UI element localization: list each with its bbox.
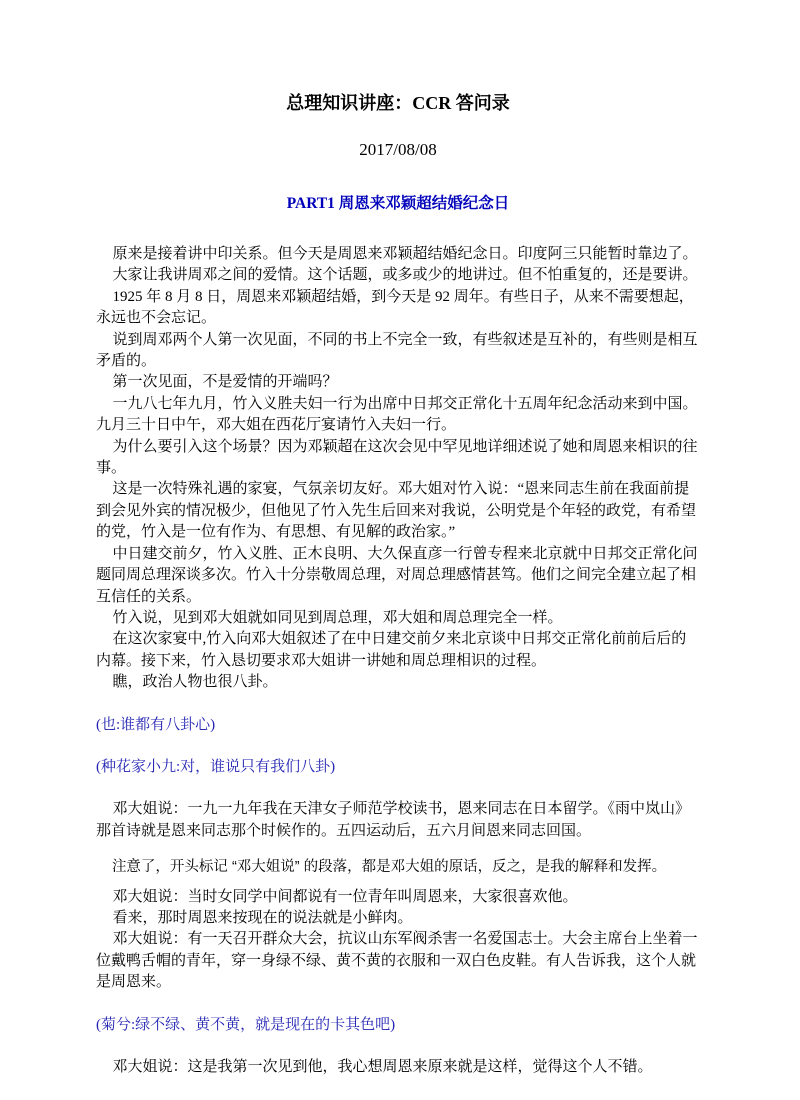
paragraph: 邓大姐说：有一天召开群众大会，抗议山东军阀杀害一名爱国志士。大会主席台上坐着一位戴鸭舌帽的青年，穿一身绿不绿、黄不黄的衣服和一双白色皮鞋。有人告诉我，这个人就是周恩来。 bbox=[96, 931, 698, 991]
document-body bbox=[96, 244, 700, 1078]
paragraph: 为什么要引入这个场景？因为邓颖超在这次会见中罕见地详细述说了她和周恩来相识的往事。 bbox=[96, 438, 698, 477]
paragraph: 说到周邓两个人第一次见面，不同的书上不完全一致，有些叙述是互补的，有些则是相互矛盾的。 bbox=[96, 331, 698, 370]
paragraph: 竹入说，见到邓大姐就如同见到周总理，邓大姐和周总理完全一样。 bbox=[112, 609, 563, 626]
paragraph: 原来是接着讲中印关系。但今天是周恩来邓颖超结婚纪念日。印度阿三只能暂时靠边了。 bbox=[112, 246, 698, 262]
paragraph: 这是一次特殊礼遇的家宴，气氛亲切友好。邓大姐对竹入说：“恩来同志生前在我面前提到会见外宾的情况极少，但他见了竹入先生后回来对我说，公明党是个年轻的政党，有希望的党，竹入是一位有作为、有思想、有见解的政治家。” bbox=[96, 481, 697, 541]
document-title: 总理知识讲座：CCR 答问录 bbox=[286, 93, 510, 113]
paragraph: 大家让我讲周邓之间的爱情。这个话题，或多或少的地讲过。但不怕重复的，还是要讲。 bbox=[112, 267, 698, 284]
document-date: 2017/08/08 bbox=[359, 140, 437, 159]
paragraph: 中日建交前夕，竹入义胜、正木良明、大久保直彦一行曾专程来北京就中日邦交正常化问题同周总理深谈多次。竹入十分崇敬周总理，对周总理感情甚笃。他们之间完全建立起了相互信任的关系。 bbox=[96, 545, 698, 605]
paragraph: 邓大姐说：一九一九年我在天津女子师范学校读书，恩来同志在日本留学。《雨中岚山》那首诗就是恩来同志那个时候作的。五四运动后，五六月间恩来同志回国。 bbox=[96, 801, 691, 839]
paragraph: 瞧，政治人物也很八卦。 bbox=[112, 674, 278, 691]
annotation-comment: (种花家小九:对，谁说只有我们八卦) bbox=[96, 758, 336, 775]
section-heading: PART1 周恩来邓颖超结婚纪念日 bbox=[286, 195, 510, 212]
paragraph: 看来，那时周恩来按现在的说法就是小鲜肉。 bbox=[112, 909, 413, 926]
paragraph: 1925 年 8 月 8 日，周恩来邓颖超结婚，到今天是 92 周年。有些日子，从来不需要想起，永远也不会忘记。 bbox=[96, 288, 694, 327]
author-note: 注意了，开头标记 “邓大姐说” 的段落，都是邓大姐的原话，反之，是我的解释和发挥。 bbox=[111, 859, 667, 876]
paragraph: 一九八七年九月，竹入义胜夫妇一行为出席中日邦交正常化十五周年纪念活动来到中国。九月三十日中午，邓大姐在西花厅宴请竹入夫妇一行。 bbox=[96, 395, 698, 434]
paragraph: 邓大姐说：这是我第一次见到他，我心想周恩来原来就是这样，觉得这个人不错。 bbox=[112, 1059, 653, 1075]
paragraph: 邓大姐说：当时女同学中间都说有一位青年叫周恩来，大家很喜欢他。 bbox=[112, 888, 578, 905]
paragraph: 第一次见面，不是爱情的开端吗？ bbox=[112, 374, 338, 391]
annotation-comment: (也:谁都有八卦心) bbox=[96, 716, 216, 733]
annotation-comment: (菊兮:绿不绿、黄不黄，就是现在的卡其色吧) bbox=[96, 1016, 396, 1033]
paragraph: 在这次家宴中,竹入向邓大姐叙述了在中日建交前夕来北京谈中日邦交正常化前前后后的内幕。接下来，竹入恳切要求邓大姐讲一讲她和周总理相识的过程。 bbox=[96, 631, 687, 669]
